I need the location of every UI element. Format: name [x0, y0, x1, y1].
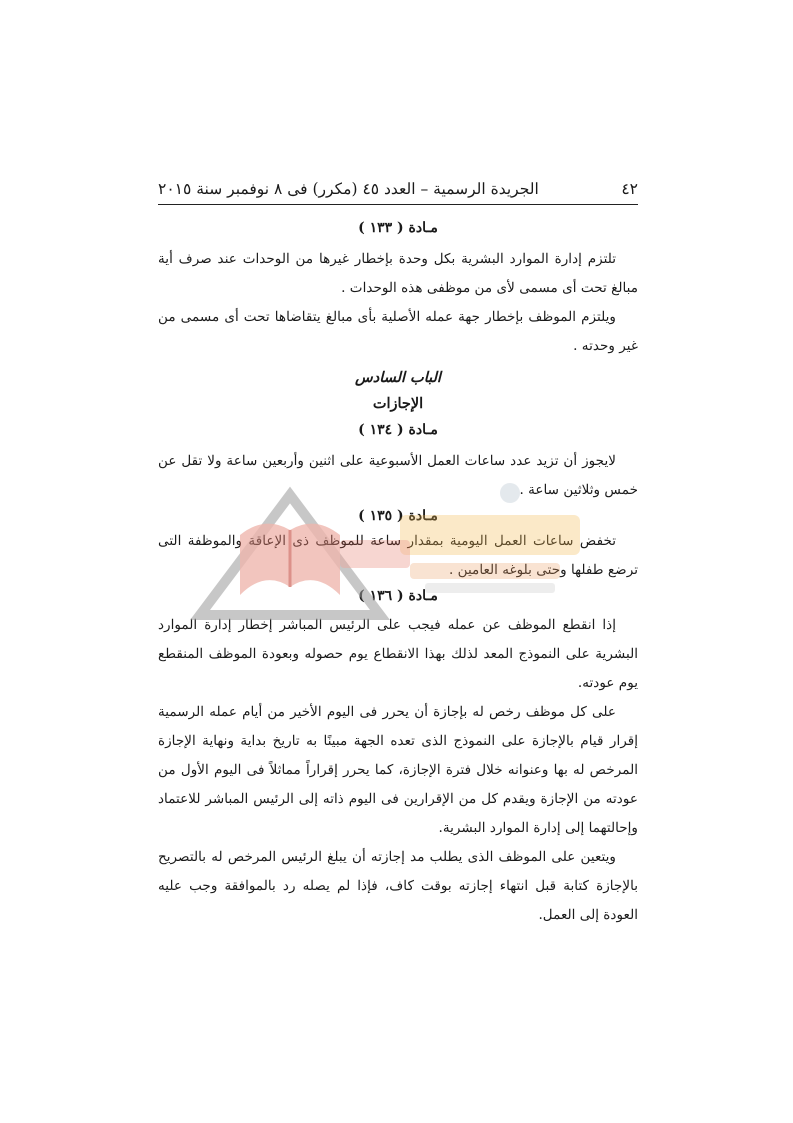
chapter-section — [158, 365, 638, 417]
article-heading: مـادة ( ١٣٦ ) — [358, 588, 438, 604]
chapter-subtitle: الإجازات — [372, 395, 424, 412]
article-133 — [158, 217, 638, 361]
article-paragraph: تخفض ساعات العمل اليومية بمقدار ساعة للموظف ذى الإعاقة والموظفة التى ترضع طفلها وحتى بلوغه العامين . — [158, 533, 638, 578]
page-header — [158, 180, 638, 205]
article-paragraph: تلتزم إدارة الموارد البشرية بكل وحدة بإخطار غيرها من الوحدات عند صرف أية مبالغ تحت أى مسمى لأى من موظفى هذه الوحدات . — [158, 251, 638, 296]
document-page — [158, 180, 638, 930]
gazette-header-title: الجريدة الرسمية – العدد ٤٥ (مكرر) فى ٨ نوفمبر سنة ٢٠١٥ — [158, 180, 539, 198]
article-paragraph: على كل موظف رخص له بإجازة أن يحرر فى اليوم الأخير من أيام عمله الرسمية إقرار قيام بالإجازة على النموذج الذى تعده الجهة مبينًا به تاريخ بداية ونهاية الإجازة المرخص له بها وعنوانه خلال فترة الإجازة، كما يحرر إقراراً مماثلاً فى اليوم الأول من عودته من الإجازة ويقدم كل من الإقرارين فى اليوم ذاته إلى الرئيس المباشر للاعتماد وإحالتهما إلى إدارة الموارد البشرية. — [158, 704, 638, 836]
article-paragraph: لايجوز أن تزيد عدد ساعات العمل الأسبوعية على اثنين وأربعين ساعة ولا تقل عن خمس وثلاثين ساعة . — [158, 453, 638, 498]
page-number: ٤٢ — [621, 180, 638, 198]
article-paragraph: ويلتزم الموظف بإخطار جهة عمله الأصلية بأى مبالغ يتقاضاها تحت أى مسمى من غير وحدته . — [158, 309, 638, 354]
article-paragraph: إذا انقطع الموظف عن عمله فيجب على الرئيس المباشر إخطار إدارة الموارد البشرية على النموذج المعد لذلك بهذا الانقطاع يوم حصوله وبعودة الموظف المنقطع يوم عودته. — [158, 617, 638, 691]
article-paragraph: ويتعين على الموظف الذى يطلب مد إجازته أن يبلغ الرئيس المرخص له بالتصريح بالإجازة كتابة قبل انتهاء إجازته بوقت كاف، فإذا لم يصله رد بالموافقة وجب عليه العودة إلى العمل. — [158, 849, 638, 923]
article-heading: مـادة ( ١٣٣ ) — [358, 220, 438, 236]
article-heading: مـادة ( ١٣٤ ) — [358, 422, 438, 438]
article-136 — [158, 585, 638, 930]
article-135 — [158, 505, 638, 585]
chapter-title: الباب السادس — [355, 369, 441, 386]
article-heading: مـادة ( ١٣٥ ) — [358, 508, 438, 524]
article-134 — [158, 419, 638, 505]
